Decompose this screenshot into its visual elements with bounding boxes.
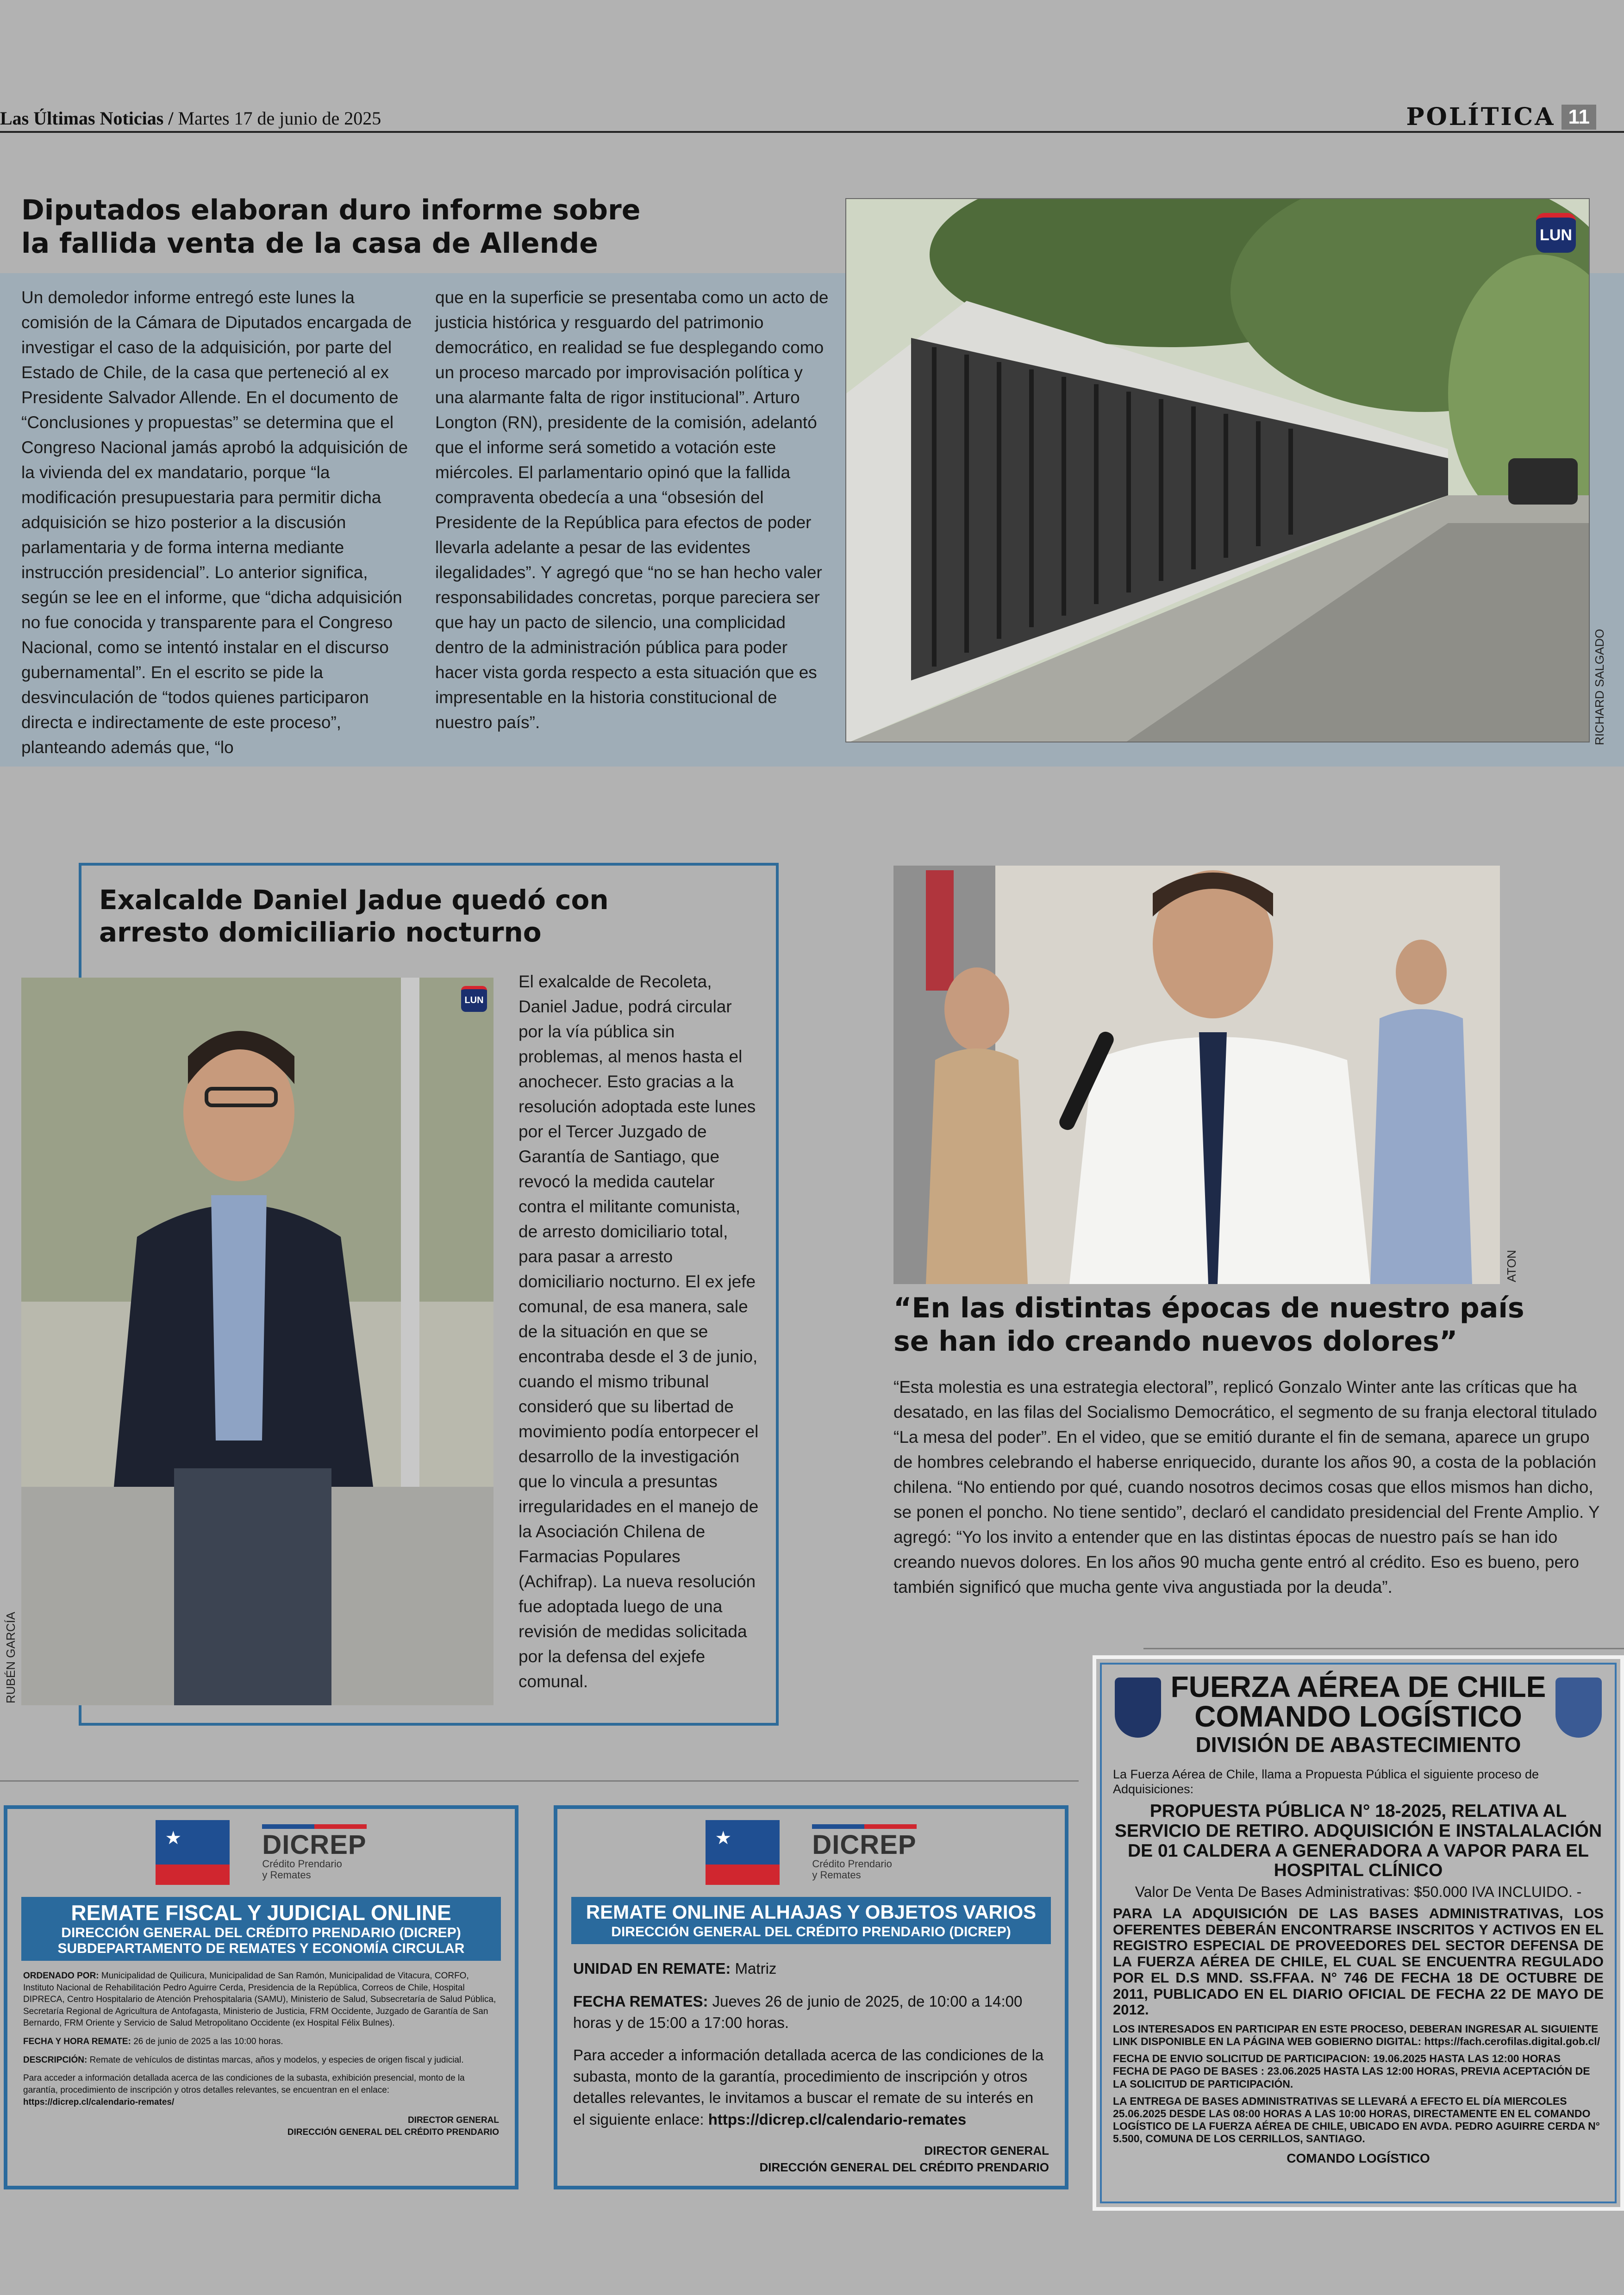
ad2-body [573, 1958, 1049, 2176]
publication-name: Las Últimas Noticias / [0, 108, 174, 129]
comando-logistico-crest-icon [1555, 1678, 1602, 1738]
article1-headline-line1: Diputados elaboran duro informe sobre [21, 194, 641, 226]
article1-headline [21, 193, 669, 260]
ad3-send-date: FECHA DE ENVIO SOLICITUD DE PARTICIPACION: 19.06.2025 HASTA LAS 12:00 HORAS [1113, 2052, 1561, 2065]
dicrep-wordmark [262, 1824, 366, 1881]
ads-divider [0, 1780, 1079, 1782]
article2-body: El exalcalde de Recoleta, Daniel Jadue, podrá circular por la vía pública sin problemas, al menos hasta el anochecer. Esto gracias a la resolución adoptada este lunes por el Tercer Juzgado de Garantía de Santiago, que revocó la medida cautelar contra el militante comunista, de arresto domiciliario total, para pasar a arresto domiciliario nocturno. El ex jefe comunal, de esa manera, sale de la situación en que se encontraba desde el 3 de junio, cuando el mismo tribunal consideró que su libertad de movimiento podía entorpecer el desarrollo de la investigación que lo vincula a presuntas irregularidades en el manejo de la Asociación Chilena de Farmacias Populares (Achifrap). La nueva resolución fue adoptada luego de una revisión de medidas solicitada por la defensa del exjefe comunal. [518, 972, 759, 1691]
fach-crest-icon [1115, 1678, 1161, 1738]
ad1-signature2: DIRECCIÓN GENERAL DEL CRÉDITO PRENDARIO [287, 2127, 499, 2137]
ad3-link-text: LOS INTERESADOS EN PARTICIPAR EN ESTE PROCESO, DEBERAN INGRESAR AL SIGUIENTE LINK DISPONIBLE EN LA PÁGINA WEB GOBIERNO DIGITAL: [1113, 2023, 1599, 2048]
ad3-body [1113, 1767, 1604, 2166]
allende-house-photo [845, 198, 1590, 742]
winter-photo [893, 866, 1500, 1284]
ad3-price: Valor De Venta De Bases Administrativas: $50.000 IVA INCLUIDO. - [1135, 1883, 1582, 1901]
dicrep-word: DICREP [262, 1829, 367, 1860]
ad2-signature1: DIRECTOR GENERAL [924, 2143, 1049, 2158]
ad3-proposal: PROPUESTA PÚBLICA N° 18-2025, RELATIVA AL SERVICIO DE RETIRO. ADQUISICIÓN E INSTALALACIÓN DE 01 CALDERA A GENERADORA A VAPOR PARA EL HOSPITAL CLÍNICO [1114, 1801, 1602, 1881]
dicrep-sub2: y Remates [262, 1869, 311, 1881]
dicrep-fiscal-auction-ad [4, 1805, 518, 2189]
ad1-date-label: FECHA Y HORA REMATE: [23, 2037, 131, 2047]
article3-headline-line1: “En las distintas épocas de nuestro país [893, 1292, 1524, 1324]
section-header [1406, 103, 1596, 131]
ad3-title2: COMANDO LOGÍSTICO [1194, 1700, 1522, 1733]
article2-headline-line2: arresto domiciliario nocturno [99, 916, 542, 948]
ad2-unit-label: UNIDAD EN REMATE: [573, 1960, 731, 1977]
ad1-ordered-label: ORDENADO POR: [23, 1971, 99, 1981]
ad3-title3: DIVISIÓN DE ABASTECIMIENTO [1195, 1733, 1521, 1757]
ad1-banner-sub1: DIRECCIÓN GENERAL DEL CRÉDITO PRENDARIO (DICREP) [61, 1925, 461, 1940]
dicrep-logo [557, 1820, 1065, 1885]
article3-headline-line2: se han ido creando nuevos dolores” [893, 1325, 1458, 1358]
ad1-banner-sub2: SUBDEPARTAMENTO DE REMATES Y ECONOMÍA CIRCULAR [57, 1941, 465, 1957]
ad3-title-block [1096, 1672, 1620, 1755]
ad1-access-text: Para acceder a información detallada acerca de las condiciones de la subasta, exhibición presencial, monto de la garantía, procedimiento de inscripción y otros detalles relevantes, se encuentran en el enlace: [23, 2073, 465, 2095]
ad1-access-link[interactable]: https://dicrep.cl/calendario-remates/ [23, 2097, 175, 2107]
ad1-desc-label: DESCRIPCIÓN: [23, 2055, 87, 2065]
ad3-intro: La Fuerza Aérea de Chile, llama a Propuesta Pública el siguiente proceso de Adquisiciones: [1113, 1767, 1539, 1796]
fach-tender-ad [1093, 1655, 1624, 2211]
jadue-photo [21, 978, 493, 1705]
article1-headline-line2: la fallida venta de la casa de Allende [21, 227, 598, 260]
article1-column1: Un demoledor informe entregó este lunes la comisión de la Cámara de Diputados encargada de investigar el caso de la adquisición, por parte del Estado de Chile, de la casa que perteneció al ex Presidente Salvador Allende. En el documento de “Conclusiones y propuestas” se determina que el Congreso Nacional jamás aprobó la adquisición de la vivienda del ex mandatario, porque “la modificación presupuestaria para permitir dicha adquisición se hizo posterior a la discusión parlamentaria y de forma interna mediante instrucción presidencial”. Lo anterior significa, según se lee en el informe, que “dicha adquisición no fue conocida y transparente para el Congreso Nacional, como se intentó instalar en el discurso gubernamental”. En el escrito se pide la desvinculación de “todos quienes participaron directa e indirectamente de este proceso”, planteando además que, “lo [21, 288, 412, 757]
ad2-signature2: DIRECCIÓN GENERAL DEL CRÉDITO PRENDARIO [759, 2160, 1049, 2175]
dicrep-sub1: Crédito Prendario [262, 1858, 342, 1870]
lun-logo-badge: LUN [1536, 213, 1576, 253]
article2-headline [99, 884, 747, 948]
ad1-ordered-text: Municipalidad de Quilicura, Municipalidad de San Ramón, Municipalidad de Vitacura, CORFO, Instituto Nacional de Rehabilitación Pedro Aguirre Cerda, Presidencia de la República, Correos de Chile, Hospital DIPRECA, Centro Hospitalario de Atención Prehospitalaria (SAMU), Ministerio de Salud, Subsecretaría de Salud Pública, Secretaría Regional de Agricultura de Antofagasta, Ministerio de Justicia, FRM Occidente, Juzgado de Garantía de San Bernardo, FRM Oriente y Servicio de Salud Metropolitano Occidente (ex Hospital Félix Bulnes). [23, 1971, 496, 2028]
ads-divider-right [1143, 1648, 1624, 1649]
ad1-signature1: DIRECTOR GENERAL [407, 2115, 499, 2126]
article3-body: “Esta molestia es una estrategia electoral”, replicó Gonzalo Winter ante las críticas que ha desatado, en las filas del Socialismo Democrático, el segmento de su franja electoral titulado “La mesa del poder”. En el video, que se emitió durante el fin de semana, aparece un grupo de hombres celebrando el haberse enriquecido, durante los años 90, a costa de la población chilena. “No entiendo por qué, cuando nosotros decimos cosas que ellos mismos han dicho, se ponen el poncho. No tiene sentido”, declaró el candidato presidencial del Frente Amplio. Y agregó: “Yo los invito a entender que en las distintas épocas de nuestro país se han ido creando nuevos dolores. En los años 90 mucha gente entró al crédito. Eso es bueno, pero también significó que mucha gente viva angustiada por la deuda”. [893, 1378, 1599, 1597]
ad1-banner-title: REMATE FISCAL Y JUDICIAL ONLINE [71, 1901, 451, 1925]
ad3-pay-date: FECHA DE PAGO DE BASES : 23.06.2025 HASTA LAS 12:00 HORAS, PREVIA ACEPTACIÓN DE LA SOLICITUD DE PARTICIPACIÓN. [1113, 2065, 1590, 2090]
ad2-unit-text: Matriz [735, 1960, 777, 1977]
lun-logo-badge: LUN [461, 986, 487, 1012]
article2-photo-credit: RUBÉN GARCÍA [4, 1612, 18, 1703]
ad1-date-text: 26 de junio de 2025 a las 10:00 horas. [133, 2037, 283, 2047]
page-number: 11 [1562, 105, 1596, 130]
ad2-access-link[interactable]: https://dicrep.cl/calendario-remates [708, 2110, 967, 2128]
ad2-dates-text: Jueves 26 de junio de 2025, de 10:00 a 14:00 horas y de 15:00 a 17:00 horas. [573, 1992, 1023, 2031]
ad2-banner [571, 1897, 1051, 1944]
dicrep-sub1: Crédito Prendario [812, 1858, 892, 1870]
dicrep-jewelry-auction-ad [554, 1805, 1068, 2189]
government-logo: ★ [706, 1820, 780, 1885]
ad1-banner [21, 1897, 501, 1961]
publication-line [0, 107, 381, 129]
ad1-desc-text: Remate de vehículos de distintas marcas, años y modelos, y especies de origen fiscal y judicial. [89, 2055, 464, 2065]
dicrep-sub2: y Remates [812, 1869, 861, 1881]
article1-photo-credit: RICHARD SALGADO [1593, 629, 1606, 745]
ad3-delivery: LA ENTREGA DE BASES ADMINISTRATIVAS SE LLEVARÁ A EFECTO EL DÍA MIERCOLES 25.06.2025 DESDE LAS 08:00 HORAS A LAS 10:00 HORAS, DIRECTAMENTE EN EL COMANDO LOGÍSTICO DE LA FUERZA AÉREA DE CHILE, UBICADO EN AVDA. PEDRO AGUIRRE CERDA N° 5.500, COMUNA DE LOS CERRILLOS, SANTIAGO. [1113, 2095, 1600, 2145]
ad2-access-text: Para acceder a información detallada acerca de las condiciones de la subasta, monto de la garantía, procedimiento de inscripción y otros detalles relevantes, le invitamos a buscar el remate de su interés en el siguiente enlace: [573, 2046, 1044, 2128]
ad1-body [23, 1970, 499, 2139]
government-logo: ★ [156, 1820, 230, 1885]
article1-column2: que en la superficie se presentaba como un acto de justicia histórica y resguardo del patrimonio democrático, en realidad se fue desplegando como un proceso marcado por improvisación política y una alarmante falta de rigor institucional”. Arturo Longton (RN), presidente de la comisión, adelantó que el informe será sometido a votación este miércoles. El parlamentario opinó que la fallida compraventa obedecía a una “obsesión del Presidente de la República para efectos de poder llevarla adelante a pesar de las evidentes ilegalidades”. Y agregó que “no se han hecho valer responsabilidades concretas, porque pareciera ser que hay un pacto de silencio, una complicidad dentro de la administración pública para poder hacer vista gorda respecto a esta situación que es impresentable en la historia constitucional de nuestro país”. [435, 288, 829, 732]
article2-headline-line1: Exalcalde Daniel Jadue quedó con [99, 884, 609, 916]
ad3-link[interactable]: https://fach.cerofilas.digital.gob.cl/ [1424, 2035, 1600, 2048]
article3-photo-credit: ATON [1505, 1250, 1518, 1282]
ad2-banner-sub: DIRECCIÓN GENERAL DEL CRÉDITO PRENDARIO (DICREP) [611, 1924, 1011, 1940]
publication-date: Martes 17 de junio de 2025 [178, 108, 381, 129]
ad2-banner-title: REMATE ONLINE ALHAJAS Y OBJETOS VARIOS [586, 1901, 1037, 1923]
dicrep-wordmark [812, 1824, 916, 1881]
ad3-signature: COMANDO LOGÍSTICO [1287, 2151, 1430, 2166]
dicrep-logo [7, 1820, 515, 1885]
ad3-title1: FUERZA AÉREA DE CHILE [1170, 1670, 1546, 1703]
allende-house-photo-illustration [846, 199, 1590, 742]
section-name: POLÍTICA [1406, 103, 1555, 131]
article3-headline [893, 1291, 1588, 1358]
ad2-dates-label: FECHA REMATES: [573, 1992, 708, 2010]
dicrep-word: DICREP [812, 1829, 917, 1860]
winter-photo-illustration [893, 866, 1500, 1284]
jadue-photo-illustration [21, 978, 493, 1705]
ad3-requirement: PARA LA ADQUISICIÓN DE LAS BASES ADMINISTRATIVAS, LOS OFERENTES DEBERÁN ENCONTRARSE INSCRITOS Y ACTIVOS EN EL REGISTRO ESPECIAL DE PROVEEDORES DEL SECTOR DEFENSA DE LA FUERZA AÉREA DE CHILE, EL CUAL SE ENCUENTRA REGULADO POR EL D.S MND. SS.FFAA. N° 746 DE FECHA 18 DE OCTUBRE DE 2011, PUBLICADO EN EL DIARIO OFICIAL DE FECHA 22 DE MAYO DE 2012. [1113, 1905, 1604, 2018]
header-rule [0, 131, 1624, 133]
